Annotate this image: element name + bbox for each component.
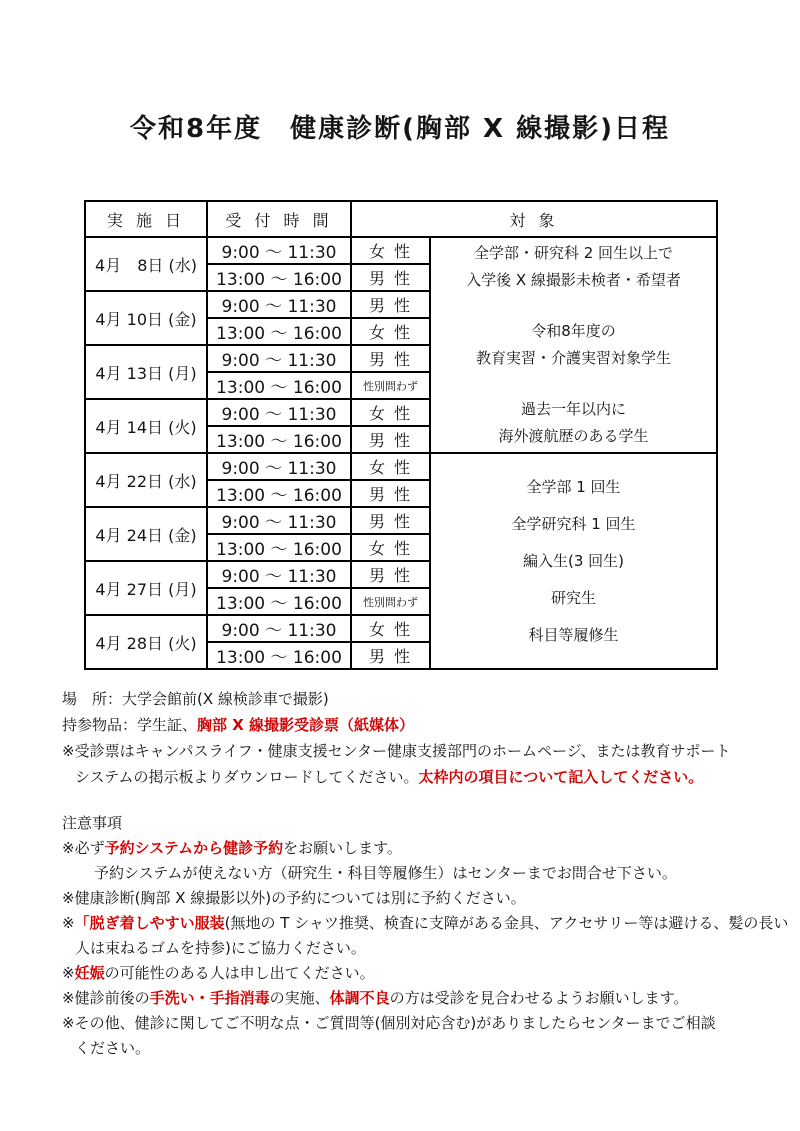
info-section (62, 686, 752, 790)
time-cell: 13:00 ～ 16:00 (207, 480, 351, 507)
date-cell: 4月 24日 (金) (85, 507, 207, 561)
gender-cell: 女 性 (351, 453, 430, 480)
note-text: の方は受診を見合わせるようお願いします。 (389, 989, 689, 1007)
gender-cell: 女 性 (351, 399, 430, 426)
gender-cell: 女 性 (351, 237, 430, 264)
note-red-emphasis: 手洗い・手指消毒 (149, 989, 270, 1007)
gender-cell: 男 性 (351, 264, 430, 291)
note-red-emphasis: 「脱ぎ着しやすい服装 (74, 914, 225, 932)
date-cell: 4月 13日 (月) (85, 345, 207, 399)
note-text: ※必ず (62, 839, 105, 857)
target-line: 海外渡航歴のある学生 (498, 427, 649, 445)
note-text: ※健診前後の (62, 989, 150, 1007)
header-target: 対 象 (351, 201, 717, 237)
time-cell: 9:00 ～ 11:30 (207, 453, 351, 480)
note-text: の可能性のある人は申し出てください。 (104, 964, 375, 982)
gender-cell: 女 性 (351, 534, 430, 561)
target-line: 全学部・研究科 2 回生以上で (473, 244, 674, 262)
note-questions-cont: ください。 (75, 1039, 151, 1057)
ticket-note-red-emphasis: 太枠内の項目について記入してください。 (418, 768, 704, 786)
date-cell: 4月 8日 (水) (85, 237, 207, 291)
gender-cell: 男 性 (351, 507, 430, 534)
location-line: 場 所：大学会館前(X 線検診車で撮影) (62, 690, 329, 708)
gender-cell: 女 性 (351, 615, 430, 642)
time-cell: 13:00 ～ 16:00 (207, 318, 351, 345)
time-cell: 9:00 ～ 11:30 (207, 345, 351, 372)
target-line: 過去一年以内に (520, 400, 626, 418)
note-reservation-cont: 予約システムが使えない方（研究生・科目等履修生）はセンターまでお問合せ下さい。 (94, 864, 677, 882)
gender-cell: 性別問わず (351, 372, 430, 399)
note-red-emphasis: 妊娠 (74, 964, 105, 982)
note-text: ※ (62, 964, 75, 982)
target-line: 研究生 (550, 589, 596, 607)
note-reservation (62, 836, 762, 861)
ticket-note-line-2 (62, 764, 752, 790)
note-red-emphasis: 体調不良 (329, 989, 390, 1007)
items-to-bring-red-emphasis: 胸部 X 線撮影受診票（紙媒体） (197, 716, 415, 734)
date-cell: 4月 10日 (金) (85, 291, 207, 345)
time-cell: 13:00 ～ 16:00 (207, 534, 351, 561)
time-cell: 13:00 ～ 16:00 (207, 264, 351, 291)
time-cell: 13:00 ～ 16:00 (207, 588, 351, 615)
note-hygiene (62, 986, 762, 1011)
note-text: をお願いします。 (283, 839, 402, 857)
time-cell: 13:00 ～ 16:00 (207, 426, 351, 453)
target-line: 教育実習・介護実習対象学生 (475, 349, 671, 367)
target-line: 編入生(3 回生) (522, 552, 625, 570)
time-cell: 13:00 ～ 16:00 (207, 372, 351, 399)
target-line: 全学部 1 回生 (526, 478, 621, 496)
gender-cell: 性別問わず (351, 588, 430, 615)
time-cell: 9:00 ～ 11:30 (207, 237, 351, 264)
gender-cell: 男 性 (351, 480, 430, 507)
gender-cell: 男 性 (351, 345, 430, 372)
target-line: 令和8年度の (531, 322, 616, 340)
table-header-row (85, 201, 717, 237)
table-row (85, 237, 717, 264)
target-cell-block-a (430, 237, 717, 453)
note-text: (無地の T シャツ推奨、検査に支障がある金具、アクセサリー等は避ける、髪の長い (224, 914, 789, 932)
target-line: 入学後 X 線撮影未検者・希望者 (466, 271, 681, 289)
time-cell: 9:00 ～ 11:30 (207, 561, 351, 588)
notes-heading: 注意事項 (62, 814, 123, 832)
header-time: 受 付 時 間 (207, 201, 351, 237)
target-group (431, 240, 716, 294)
target-groups (431, 240, 716, 450)
table-row (85, 453, 717, 480)
time-cell: 9:00 ～ 11:30 (207, 399, 351, 426)
time-cell: 13:00 ～ 16:00 (207, 642, 351, 669)
target-line: 全学研究科 1 回生 (511, 515, 636, 533)
gender-cell: 男 性 (351, 561, 430, 588)
gender-cell: 男 性 (351, 291, 430, 318)
note-clothing-cont: 人は束ねるゴムを持参)にご協力ください。 (75, 939, 366, 957)
time-cell: 9:00 ～ 11:30 (207, 615, 351, 642)
schedule-table (84, 200, 718, 670)
header-date: 実 施 日 (85, 201, 207, 237)
gender-cell: 女 性 (351, 318, 430, 345)
items-to-bring-label: 持参物品：学生証、 (62, 716, 198, 734)
items-to-bring-line (62, 712, 752, 738)
ticket-note-text: システムの掲示板よりダウンロードしてください。 (75, 768, 419, 786)
target-list (431, 456, 716, 666)
target-cell-block-b (430, 453, 717, 669)
gender-cell: 男 性 (351, 642, 430, 669)
target-group (431, 396, 716, 450)
note-other-checkup: ※健康診断(胸部 X 線撮影以外)の予約については別に予約ください。 (62, 889, 526, 907)
note-questions: ※その他、健診に関してご不明な点・ご質問等(個別対応含む)がありましたらセンターまでご相談 (62, 1014, 716, 1032)
date-cell: 4月 22日 (水) (85, 453, 207, 507)
date-cell: 4月 28日 (火) (85, 615, 207, 669)
gender-cell: 男 性 (351, 426, 430, 453)
ticket-note-line-1: ※受診票はキャンパスライフ・健康支援センター健康支援部門のホームページ、または教育サポート (62, 742, 731, 760)
notes-section (62, 811, 789, 1061)
note-text: ※ (62, 914, 75, 932)
note-clothing (62, 911, 789, 936)
date-cell: 4月 27日 (月) (85, 561, 207, 615)
time-cell: 9:00 ～ 11:30 (207, 291, 351, 318)
target-line: 科目等履修生 (528, 626, 619, 644)
note-red-emphasis: 予約システムから健診予約 (104, 839, 284, 857)
target-group (431, 294, 716, 396)
document-title: 令和8年度 健康診断(胸部 X 線撮影)日程 (129, 114, 670, 144)
time-cell: 9:00 ～ 11:30 (207, 507, 351, 534)
note-text: の実施、 (269, 989, 330, 1007)
date-cell: 4月 14日 (火) (85, 399, 207, 453)
note-pregnancy (62, 961, 762, 986)
